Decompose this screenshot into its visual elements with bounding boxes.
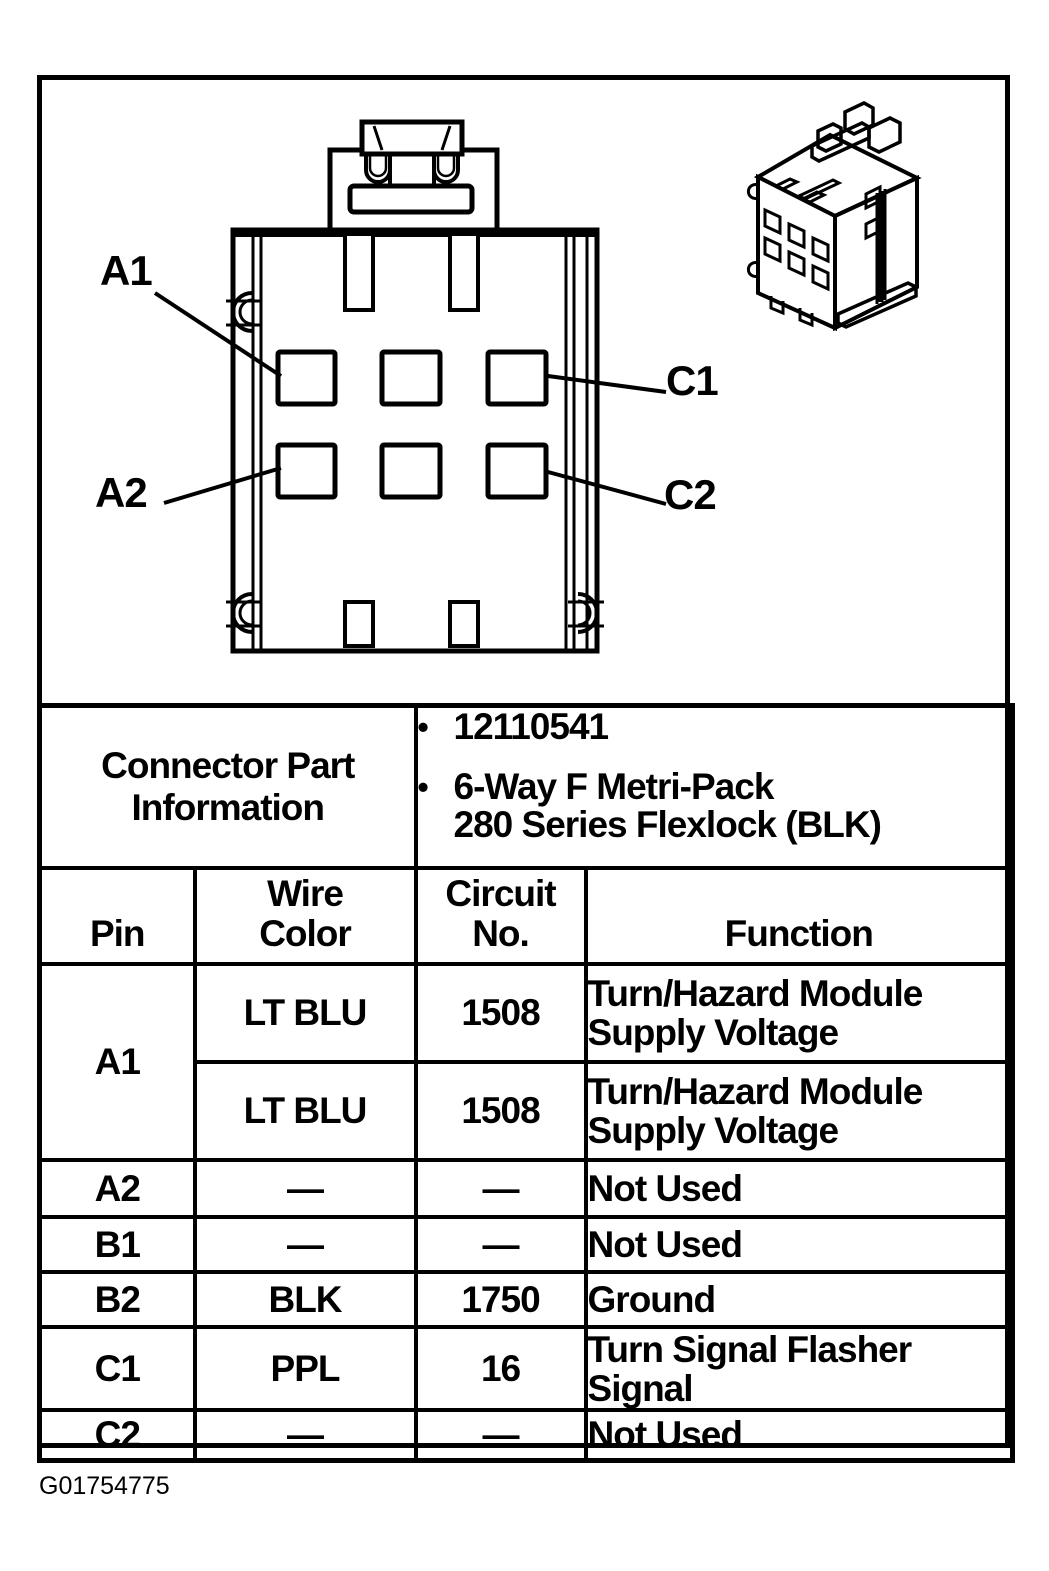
connector-diagram xyxy=(0,0,1049,705)
part-number: 12110541 xyxy=(453,706,609,747)
isometric-view xyxy=(748,103,917,328)
function-text: Turn/Hazard Module Supply Voltage xyxy=(587,973,923,1053)
cell-pin-a1: A1 xyxy=(40,964,195,1160)
bullet-icon: • xyxy=(417,769,428,805)
pin-c1-cavity xyxy=(488,352,546,404)
cell-function xyxy=(586,1410,1013,1460)
cell-circuit: 1508 xyxy=(416,964,586,1062)
cell-pin-b2: B2 xyxy=(40,1272,195,1327)
header-function-label: Function xyxy=(724,913,873,954)
part-description-line1: 6-Way F Metri-Pack xyxy=(453,766,774,807)
header-pin xyxy=(40,868,195,964)
part-info-title-line2: Information xyxy=(131,787,324,828)
table-row-a1-1 xyxy=(40,964,1013,1062)
part-description-item xyxy=(418,768,1011,844)
table-row-b1 xyxy=(40,1217,1013,1272)
function-text: Turn Signal Flasher Signal xyxy=(587,1328,912,1409)
function-text: Turn/Hazard Module Supply Voltage xyxy=(587,1071,923,1151)
header-circuit-line2: No. xyxy=(472,913,529,954)
cell-circuit: — xyxy=(416,1217,586,1272)
cell-pin-c1: C1 xyxy=(40,1327,195,1410)
header-wire-line1: Wire xyxy=(267,873,343,914)
table-row-c2 xyxy=(40,1410,1013,1460)
cell-circuit: — xyxy=(416,1160,586,1217)
function-text: Not Used xyxy=(587,1168,742,1209)
cell-pin-c2: C2 xyxy=(40,1410,195,1460)
pin-label-c2: C2 xyxy=(664,471,716,518)
front-view xyxy=(155,122,666,651)
cell-wire: LT BLU xyxy=(195,964,416,1062)
header-wire-line2: Color xyxy=(259,913,351,954)
function-text: Not Used xyxy=(587,1224,742,1265)
pin-a1-cavity xyxy=(278,352,335,404)
cell-wire: BLK xyxy=(195,1272,416,1327)
cell-wire: PPL xyxy=(195,1327,416,1410)
part-number-item xyxy=(418,708,1011,746)
cell-circuit: 1750 xyxy=(416,1272,586,1327)
cell-function xyxy=(586,1327,1013,1410)
cell-wire: — xyxy=(195,1217,416,1272)
header-circuit-line1: Circuit xyxy=(445,873,556,914)
part-info-title-line1: Connector Part xyxy=(101,745,355,786)
pin-b1-cavity xyxy=(382,352,440,404)
figure-id: G01754775 xyxy=(39,1472,170,1500)
part-description xyxy=(454,768,881,844)
cell-function xyxy=(586,1062,1013,1160)
table-row-a2 xyxy=(40,1160,1013,1217)
cell-wire: — xyxy=(195,1410,416,1460)
cell-function xyxy=(586,964,1013,1062)
function-text: Ground xyxy=(587,1279,716,1320)
pin-label-a2: A2 xyxy=(95,469,147,516)
pin-cavities xyxy=(278,352,546,497)
cell-circuit: 16 xyxy=(416,1327,586,1410)
connector-body xyxy=(233,230,597,651)
part-info-title xyxy=(40,706,416,869)
table-row-b2 xyxy=(40,1272,1013,1327)
connector-pinout-table xyxy=(37,703,1015,1463)
pin-b2-cavity xyxy=(382,445,440,497)
header-pin-label: Pin xyxy=(89,913,145,954)
header-circuit-no xyxy=(416,868,586,964)
latch-assembly xyxy=(330,122,497,230)
cell-wire: LT BLU xyxy=(195,1062,416,1160)
pin-label-a1: A1 xyxy=(100,247,152,294)
cell-pin-a2: A2 xyxy=(40,1160,195,1217)
cell-circuit: 1508 xyxy=(416,1062,586,1160)
header-function xyxy=(586,868,1013,964)
cell-function xyxy=(586,1217,1013,1272)
cell-pin-b1: B1 xyxy=(40,1217,195,1272)
cell-function xyxy=(586,1272,1013,1327)
pin-label-c1: C1 xyxy=(666,357,718,404)
function-text: Not Used xyxy=(587,1414,742,1456)
bullet-icon: • xyxy=(417,709,428,745)
table-row-c1 xyxy=(40,1327,1013,1410)
cell-wire: — xyxy=(195,1160,416,1217)
table-header-row xyxy=(40,868,1013,964)
pin-c2-cavity xyxy=(488,445,546,497)
leader-a2 xyxy=(164,468,281,503)
part-info-row xyxy=(40,706,1013,869)
header-wire-color xyxy=(195,868,416,964)
cell-circuit: — xyxy=(416,1410,586,1460)
pin-a2-cavity xyxy=(278,445,335,497)
part-description-line2: 280 Series Flexlock (BLK) xyxy=(453,804,881,845)
cell-function xyxy=(586,1160,1013,1217)
part-info-values xyxy=(416,706,1013,869)
